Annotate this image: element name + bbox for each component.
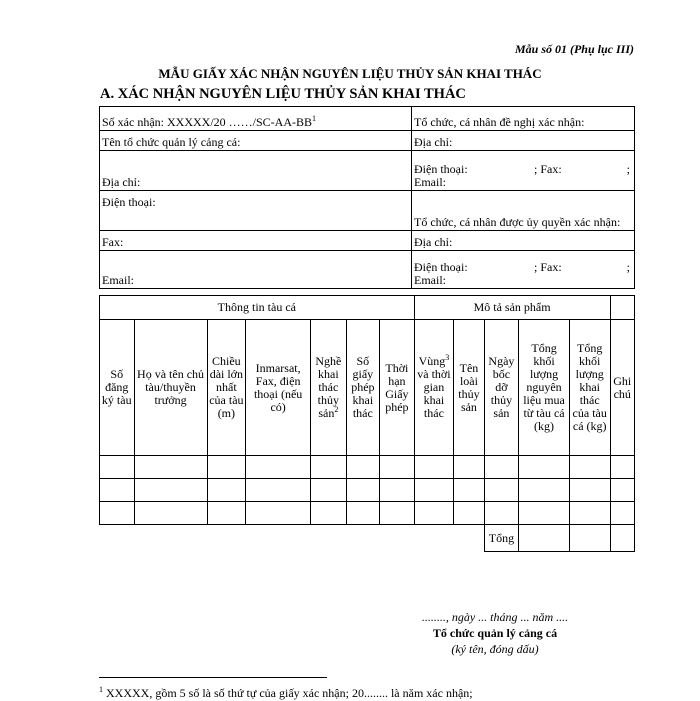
group-product-description: Mô tả sản phẩm (414, 296, 610, 320)
col-species: Tên loài thủy sản (454, 320, 484, 456)
group-empty-cell (610, 296, 635, 320)
col-area (414, 320, 454, 456)
total-row (100, 525, 635, 552)
authorized-phone-label: Điện thoại: (414, 260, 468, 274)
col-unload-date: Ngày bốc dỡ thủy sản (484, 320, 519, 456)
cert-number-cell (100, 107, 412, 131)
table-row (100, 502, 635, 525)
port-phone-label: Điện thoại: (100, 191, 412, 231)
authorized-email-label: Email: (414, 273, 446, 287)
signature-note: (ký tên, đóng dấu) (451, 642, 539, 656)
total-label: Tổng (484, 525, 519, 552)
authorized-address-label: Địa chỉ: (412, 231, 635, 251)
authorized-separator: ; (626, 260, 630, 274)
total-bought-cell (519, 525, 570, 552)
footnote-marker: 1 (99, 685, 103, 694)
form-number: Mẫu số 01 (Phụ lục III) (514, 42, 634, 56)
signature-date: ........, ngày ... tháng ... năm .... (421, 610, 569, 624)
table-row (100, 479, 635, 502)
col-area-rest: và thời gian khai thác (417, 367, 451, 420)
col-license: Số giấy phép khai thác (346, 320, 379, 456)
total-caught-cell (569, 525, 610, 552)
footnote-ref-2: 2 (334, 405, 339, 414)
authorized-contact-cell (412, 251, 635, 289)
requester-contact-cell (412, 151, 635, 191)
total-row-spacer (100, 525, 485, 552)
requester-phone-label: Điện thoại: (414, 162, 468, 176)
vessel-product-table (99, 295, 635, 552)
col-note: Ghi chú (610, 320, 635, 456)
col-reg-no: Số đăng ký tàu (100, 320, 135, 456)
requester-email-label: Email: (414, 175, 446, 189)
col-gear-label: Nghề khai thác thủy sản (315, 354, 342, 420)
col-captain: Họ và tên chủ tàu/thuyền trưởng (134, 320, 207, 456)
requester-separator: ; (626, 162, 630, 176)
footnote-ref-1: 1 (312, 114, 316, 123)
footnote-ref-3: 3 (445, 353, 450, 362)
footnote-1 (99, 686, 473, 701)
footnote-divider (99, 677, 327, 678)
col-length: Chiều dài lớn nhất của tàu (m) (207, 320, 246, 456)
requester-fax-label: ; Fax: (534, 162, 562, 176)
info-table (99, 106, 635, 289)
footnote-text: XXXXX, gồm 5 số là số thứ tự của giấy xác nhận; 20........ là năm xác nhận; (103, 686, 473, 700)
group-vessel-info: Thông tin tàu cá (100, 296, 415, 320)
total-note-cell (610, 525, 635, 552)
port-email-label: Email: (100, 251, 412, 289)
document-title: MẪU GIẤY XÁC NHẬN NGUYÊN LIỆU THỦY SẢN KHAI THÁC (158, 66, 542, 81)
col-area-label: Vùng (418, 354, 446, 368)
port-org-name-label: Tên tổ chức quản lý cảng cá: (100, 131, 412, 151)
table-row (100, 456, 635, 479)
col-caught-weight: Tổng khối lượng khai thác của tàu cá (kg) (569, 320, 610, 456)
requester-label: Tổ chức, cá nhân đề nghị xác nhận: (412, 107, 635, 131)
port-address-label: Địa chỉ: (100, 151, 412, 191)
requester-address-label: Địa chỉ: (412, 131, 635, 151)
col-contact: Inmarsat, Fax, điện thoại (nếu có) (246, 320, 311, 456)
cert-number: Số xác nhận: XXXXX/20 ……/SC-AA-BB (102, 115, 312, 129)
col-bought-weight: Tổng khối lượng nguyên liệu mua từ tàu cá (kg) (519, 320, 570, 456)
authorized-fax-label: ; Fax: (534, 260, 562, 274)
col-gear (311, 320, 347, 456)
section-heading: A. XÁC NHẬN NGUYÊN LIỆU THỦY SẢN KHAI THÁC (100, 86, 466, 102)
port-fax-label: Fax: (100, 231, 412, 251)
signature-org: Tổ chức quản lý cảng cá (432, 626, 558, 640)
col-validity: Thời hạn Giấy phép (380, 320, 415, 456)
authorized-label: Tổ chức, cá nhân được ủy quyền xác nhận: (412, 191, 635, 231)
